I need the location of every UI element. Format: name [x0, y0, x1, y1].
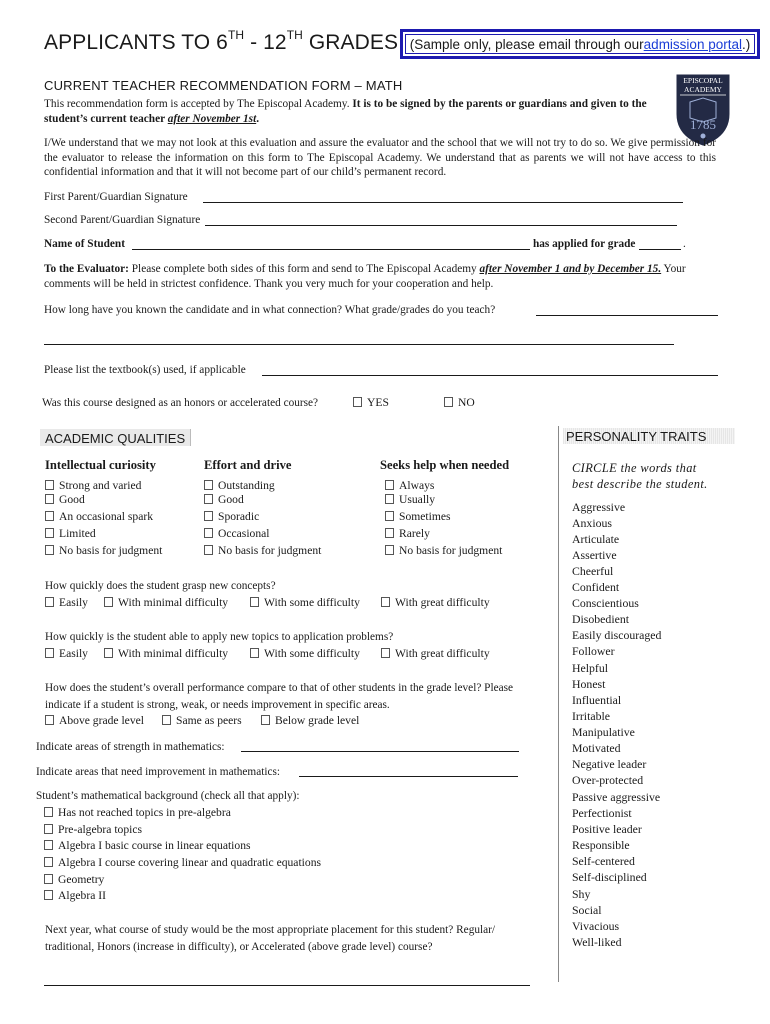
textbook-question: Please list the textbook(s) used, if applicable: [44, 364, 246, 376]
column-divider: [558, 426, 559, 982]
intro-paragraph: [44, 97, 664, 126]
option-label: Below grade level: [275, 714, 360, 727]
trait-word[interactable]: Disobedient: [572, 612, 630, 626]
option-label: Easily: [59, 647, 88, 660]
option-label: With minimal difficulty: [118, 596, 229, 609]
option-label: Above grade level: [59, 714, 144, 727]
trait-word[interactable]: Confident: [572, 580, 620, 594]
sample-notice-text: (Sample only, please email through our: [409, 36, 644, 52]
evaluator-deadline: after November 1 and by December 15.: [479, 263, 662, 275]
applied-grade-period: .: [683, 238, 686, 250]
option-label: Always: [399, 479, 435, 492]
option-label: An occasional spark: [59, 510, 154, 523]
checkbox-icon[interactable]: [44, 840, 53, 850]
checkbox-icon[interactable]: [261, 715, 270, 725]
grasp-option[interactable]: [250, 596, 360, 609]
trait-word[interactable]: Well-liked: [572, 935, 622, 949]
admission-portal-link[interactable]: admission portal: [643, 36, 742, 52]
background-option[interactable]: [44, 823, 142, 836]
trait-word[interactable]: Responsible: [572, 838, 630, 852]
compare-question-line2: indicate if a student is strong, weak, or needs improvement in specific areas.: [45, 699, 390, 711]
effort-option[interactable]: [204, 510, 259, 523]
background-option[interactable]: [44, 856, 321, 869]
checkbox-icon[interactable]: [44, 874, 53, 884]
compare-option[interactable]: [162, 714, 242, 727]
traits-instruction-line2: best describe the student.: [572, 477, 708, 491]
trait-word[interactable]: Social: [572, 903, 602, 917]
intro-text-bold: It is to be signed by the parents or guardians and given to the student’s current teacher: [44, 98, 647, 125]
intellectual-curiosity-heading: Intellectual curiosity: [45, 458, 156, 472]
compare-option[interactable]: [261, 714, 359, 727]
checkbox-icon[interactable]: [381, 597, 390, 607]
curiosity-option[interactable]: [45, 544, 162, 557]
apply-question: How quickly is the student able to apply new topics to application problems?: [45, 631, 394, 643]
option-label: No basis for judgment: [59, 544, 163, 557]
trait-word[interactable]: Self-disciplined: [572, 870, 647, 884]
intro-deadline: after November 1st: [167, 112, 257, 125]
sample-notice-text: .): [741, 36, 751, 52]
how-long-answer-line[interactable]: [536, 315, 718, 316]
checkbox-icon[interactable]: [250, 597, 259, 607]
option-label: No basis for judgment: [218, 544, 322, 557]
effort-option[interactable]: [204, 527, 270, 540]
checkbox-icon[interactable]: [44, 807, 53, 817]
checkbox-icon[interactable]: [45, 545, 54, 555]
trait-word[interactable]: Articulate: [572, 532, 620, 546]
compare-option[interactable]: [45, 714, 144, 727]
checkbox-icon[interactable]: [45, 511, 54, 521]
title-superscript: TH: [286, 28, 303, 42]
option-label: Strong and varied: [59, 479, 142, 492]
next-year-question-line2: traditional, Honors (increase in difficulty), or Accelerated (above grade level) course?: [45, 941, 433, 953]
checkbox-icon[interactable]: [385, 494, 394, 504]
checkbox-icon[interactable]: [385, 480, 394, 490]
option-label: Pre-algebra topics: [58, 823, 143, 836]
option-label: Algebra I basic course in linear equations: [58, 839, 251, 852]
evaluator-text: Your comments will be held in strictest confidence. Thank you very much for your cooperation and help.: [44, 263, 686, 290]
grasp-option[interactable]: [45, 596, 88, 609]
option-label: Rarely: [399, 527, 430, 540]
personality-traits-heading: PERSONALITY TRAITS: [566, 429, 707, 444]
compare-question-line1: How does the student’s overall performance compare to that of other students in the grade level? Please: [45, 682, 514, 694]
checkbox-icon[interactable]: [104, 648, 113, 658]
page-title: [44, 30, 398, 55]
background-label: Student’s mathematical background (check all that apply):: [36, 790, 300, 802]
checkbox-icon[interactable]: [45, 480, 54, 490]
option-label: Algebra I course covering linear and quadratic equations: [58, 856, 322, 869]
strength-answer-line[interactable]: [241, 751, 519, 752]
option-label: Easily: [59, 596, 88, 609]
option-label: Good: [218, 493, 244, 506]
trait-word[interactable]: Self-centered: [572, 854, 635, 868]
trait-word[interactable]: Negative leader: [572, 757, 647, 771]
checkbox-icon[interactable]: [250, 648, 259, 658]
intro-text: .: [256, 112, 260, 125]
checkbox-icon[interactable]: [45, 528, 54, 538]
trait-word[interactable]: Honest: [572, 677, 606, 691]
first-signature-line[interactable]: [203, 202, 683, 203]
background-option[interactable]: [44, 839, 251, 852]
next-year-question-line1: Next year, what course of study would be the most appropriate placement for this student? Regular/: [45, 924, 496, 936]
effort-option[interactable]: [204, 479, 275, 492]
student-name-label: Name of Student: [44, 238, 125, 250]
curiosity-option[interactable]: [45, 527, 96, 540]
trait-word[interactable]: Perfectionist: [572, 806, 632, 820]
checkbox-icon[interactable]: [204, 494, 213, 504]
trait-word[interactable]: Conscientious: [572, 596, 639, 610]
grasp-option[interactable]: [104, 596, 228, 609]
trait-word[interactable]: Anxious: [572, 516, 612, 530]
honors-no-option[interactable]: [444, 396, 475, 409]
checkbox-icon[interactable]: [44, 824, 53, 834]
option-label: With great difficulty: [395, 647, 490, 660]
honors-yes-option[interactable]: [353, 396, 389, 409]
checkbox-icon[interactable]: [44, 890, 53, 900]
seeks-help-option[interactable]: [385, 527, 430, 540]
improvement-answer-line[interactable]: [299, 776, 518, 777]
apply-option[interactable]: [250, 647, 360, 660]
logo-text-line1: EPISCOPAL: [683, 76, 723, 85]
option-label: Algebra II: [58, 889, 106, 902]
effort-drive-heading: Effort and drive: [204, 458, 292, 472]
trait-word[interactable]: Irritable: [572, 709, 610, 723]
checkbox-icon[interactable]: [204, 545, 213, 555]
curiosity-option[interactable]: [45, 479, 141, 492]
apply-option[interactable]: [104, 647, 228, 660]
trait-word[interactable]: Follower: [572, 644, 615, 658]
option-label: With some difficulty: [264, 596, 360, 609]
academic-qualities-heading: ACADEMIC QUALITIES: [45, 431, 186, 446]
option-label: Occasional: [218, 527, 270, 540]
seeks-help-option[interactable]: [385, 510, 451, 523]
seeks-help-option[interactable]: [385, 479, 434, 492]
checkbox-icon[interactable]: [162, 715, 171, 725]
seeks-help-option[interactable]: [385, 493, 435, 506]
seeks-help-heading: Seeks help when needed: [380, 458, 510, 472]
option-label: No basis for judgment: [399, 544, 503, 557]
checkbox-icon[interactable]: [385, 545, 394, 555]
logo-text-line2: ACADEMY: [684, 85, 722, 94]
grasp-option[interactable]: [381, 596, 490, 609]
checkbox-icon[interactable]: [204, 511, 213, 521]
title-text: GRADES: [302, 31, 399, 54]
title-text: APPLICANTS TO 6: [44, 31, 228, 54]
checkbox-icon[interactable]: [44, 857, 53, 867]
trait-word[interactable]: Aggressive: [572, 500, 626, 514]
trait-word[interactable]: Vivacious: [572, 919, 620, 933]
how-long-answer-line-2[interactable]: [44, 344, 674, 345]
checkbox-icon[interactable]: [104, 597, 113, 607]
waiver-paragraph: I/We understand that we may not look at this evaluation and assure the evaluator and the school that we will not try to do so. We give permission for the evaluator to release the information on this form to The Episcopal Academy. We understand that as parents we will not have access to this confidential information and that it will not become part of our child’s permanent record.: [44, 137, 716, 178]
option-label: NO: [458, 396, 475, 409]
checkbox-icon[interactable]: [45, 597, 54, 607]
checkbox-icon[interactable]: [381, 648, 390, 658]
next-year-answer-line[interactable]: [44, 985, 530, 986]
checkbox-icon[interactable]: [204, 480, 213, 490]
option-label: Sporadic: [218, 510, 260, 523]
seeks-help-option[interactable]: [385, 544, 502, 557]
second-signature-label: Second Parent/Guardian Signature: [44, 214, 201, 226]
form-title: CURRENT TEACHER RECOMMENDATION FORM – MATH: [44, 78, 403, 93]
improvement-label: Indicate areas that need improvement in mathematics:: [36, 766, 281, 778]
option-label: Good: [59, 493, 85, 506]
option-label: Sometimes: [399, 510, 451, 523]
trait-word[interactable]: Manipulative: [572, 725, 635, 739]
intro-text: This recommendation form is accepted by The Episcopal Academy.: [44, 98, 353, 110]
background-option[interactable]: [44, 873, 104, 886]
background-option[interactable]: [44, 806, 231, 819]
checkbox-icon[interactable]: [385, 511, 394, 521]
checkbox-icon[interactable]: [204, 528, 213, 538]
checkbox-icon[interactable]: [353, 397, 362, 407]
option-label: Usually: [399, 493, 436, 506]
honors-question: Was this course designed as an honors or accelerated course?: [42, 397, 319, 409]
applied-grade-line[interactable]: [639, 249, 681, 250]
strength-label: Indicate areas of strength in mathematics:: [36, 741, 225, 753]
applied-grade-label: has applied for grade: [533, 238, 636, 250]
grasp-question: How quickly does the student grasp new concepts?: [45, 580, 276, 592]
first-signature-label: First Parent/Guardian Signature: [44, 191, 188, 203]
trait-word[interactable]: Helpful: [572, 661, 609, 675]
title-text: - 12: [244, 31, 287, 54]
checkbox-icon[interactable]: [385, 528, 394, 538]
option-label: With some difficulty: [264, 647, 360, 660]
second-signature-line[interactable]: [205, 225, 677, 226]
trait-word[interactable]: Shy: [572, 887, 591, 901]
option-label: YES: [367, 396, 389, 409]
option-label: Same as peers: [176, 714, 242, 727]
trait-word[interactable]: Assertive: [572, 548, 617, 562]
evaluator-label: To the Evaluator:: [44, 263, 129, 275]
option-label: Outstanding: [218, 479, 275, 492]
apply-option[interactable]: [381, 647, 490, 660]
apply-option[interactable]: [45, 647, 88, 660]
evaluator-text: Please complete both sides of this form and send to The Episcopal Academy: [128, 263, 480, 275]
textbook-answer-line[interactable]: [262, 375, 718, 376]
logo-year: 1785: [690, 117, 716, 132]
traits-instruction-line1: CIRCLE the words that: [572, 461, 697, 475]
student-name-line[interactable]: [132, 249, 530, 250]
curiosity-option[interactable]: [45, 493, 85, 506]
option-label: With minimal difficulty: [118, 647, 229, 660]
checkbox-icon[interactable]: [45, 494, 54, 504]
title-superscript: TH: [227, 28, 245, 42]
effort-option[interactable]: [204, 493, 244, 506]
checkbox-icon[interactable]: [45, 715, 54, 725]
option-label: With great difficulty: [395, 596, 490, 609]
evaluator-instructions: [44, 262, 720, 291]
checkbox-icon[interactable]: [45, 648, 54, 658]
effort-option[interactable]: [204, 544, 321, 557]
option-label: Has not reached topics in pre-algebra: [58, 806, 231, 819]
curiosity-option[interactable]: [45, 510, 153, 523]
checkbox-icon[interactable]: [444, 397, 453, 407]
trait-word[interactable]: Passive aggressive: [572, 790, 661, 804]
background-option[interactable]: [44, 889, 106, 902]
option-label: Limited: [59, 527, 96, 540]
option-label: Geometry: [58, 873, 105, 886]
how-long-question: How long have you known the candidate and in what connection? What grade/grades do you teach?: [44, 304, 496, 316]
trait-word[interactable]: Cheerful: [572, 564, 614, 578]
trait-word[interactable]: Positive leader: [572, 822, 642, 836]
trait-word[interactable]: Motivated: [572, 741, 621, 755]
trait-word[interactable]: Over-protected: [572, 773, 644, 787]
trait-word[interactable]: Easily discouraged: [572, 628, 662, 642]
trait-word[interactable]: Influential: [572, 693, 622, 707]
sample-notice-box: [400, 29, 760, 59]
